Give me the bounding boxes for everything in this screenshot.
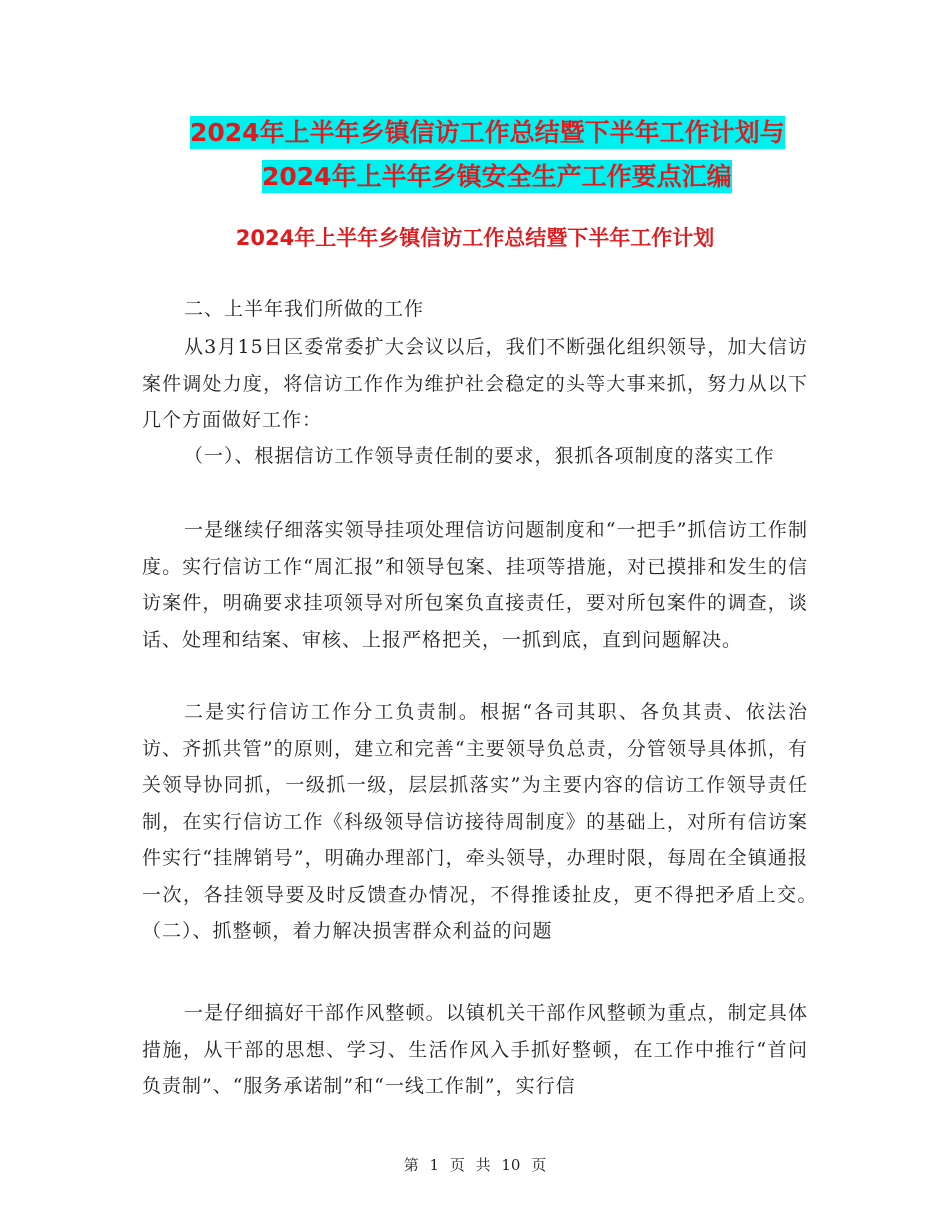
- page-footer: 第 1 页 共 10 页: [403, 1156, 547, 1174]
- document-title-line-1: 2024年上半年乡镇信访工作总结暨下半年工作计划与: [190, 118, 785, 147]
- section-title: 2024年上半年乡镇信访工作总结暨下半年工作计划: [235, 226, 715, 250]
- document-title-line-2: 2024年上半年乡镇安全生产工作要点汇编: [262, 162, 732, 191]
- body-paragraph: 从3月15日区委常委扩大会议以后，我们不断强化组织领导，加大信访案件调处力度，将信访工作作为维护社会稳定的头等大事来抓，努力从以下几个方面做好工作：: [142, 336, 808, 431]
- body-paragraph: 二是实行信访工作分工负责制。根据“各司其职、各负其责、依法治访、齐抓共管”的原则，建立和完善“主要领导负总责，分管领导具体抓，有关领导协同抓，一级抓一级，层层抓落实”为主要内容的信访工作领导责任制，在实行信访工作《科级领导信访接待周制度》的基础上，对所有信访案件实行“挂牌销号”，明确办理部门，牵头领导，办理时限，每周在全镇通报一次，各挂领导要及时反馈查办情况，不得推诿扯皮，更不得把矛盾上交。 （二）、抓整顿，着力解决损害群众利益的问题: [142, 701, 909, 942]
- section-heading: 二、上半年我们所做的工作: [184, 298, 425, 320]
- body-paragraph: 一是继续仔细落实领导挂项处理信访问题制度和“一把手”抓信访工作制度。实行信访工作“周汇报”和领导包案、挂项等措施，对已摸排和发生的信访案件，明确要求挂项领导对所包案负直接责任，要对所包案件的调查，谈话、处理和结案、审核、上报严格把关，一抓到底，直到问题解决。: [142, 519, 808, 651]
- subsection-heading: （一）、根据信访工作领导责任制的要求，狠抓各项制度的落实工作: [184, 445, 775, 467]
- body-paragraph: 一是仔细搞好干部作风整顿。以镇机关干部作风整顿为重点，制定具体措施，从干部的思想、学习、生活作风入手抓好整顿，在工作中推行“首问负责制”、“服务承诺制”和“一线工作制”，实行信: [142, 1002, 808, 1097]
